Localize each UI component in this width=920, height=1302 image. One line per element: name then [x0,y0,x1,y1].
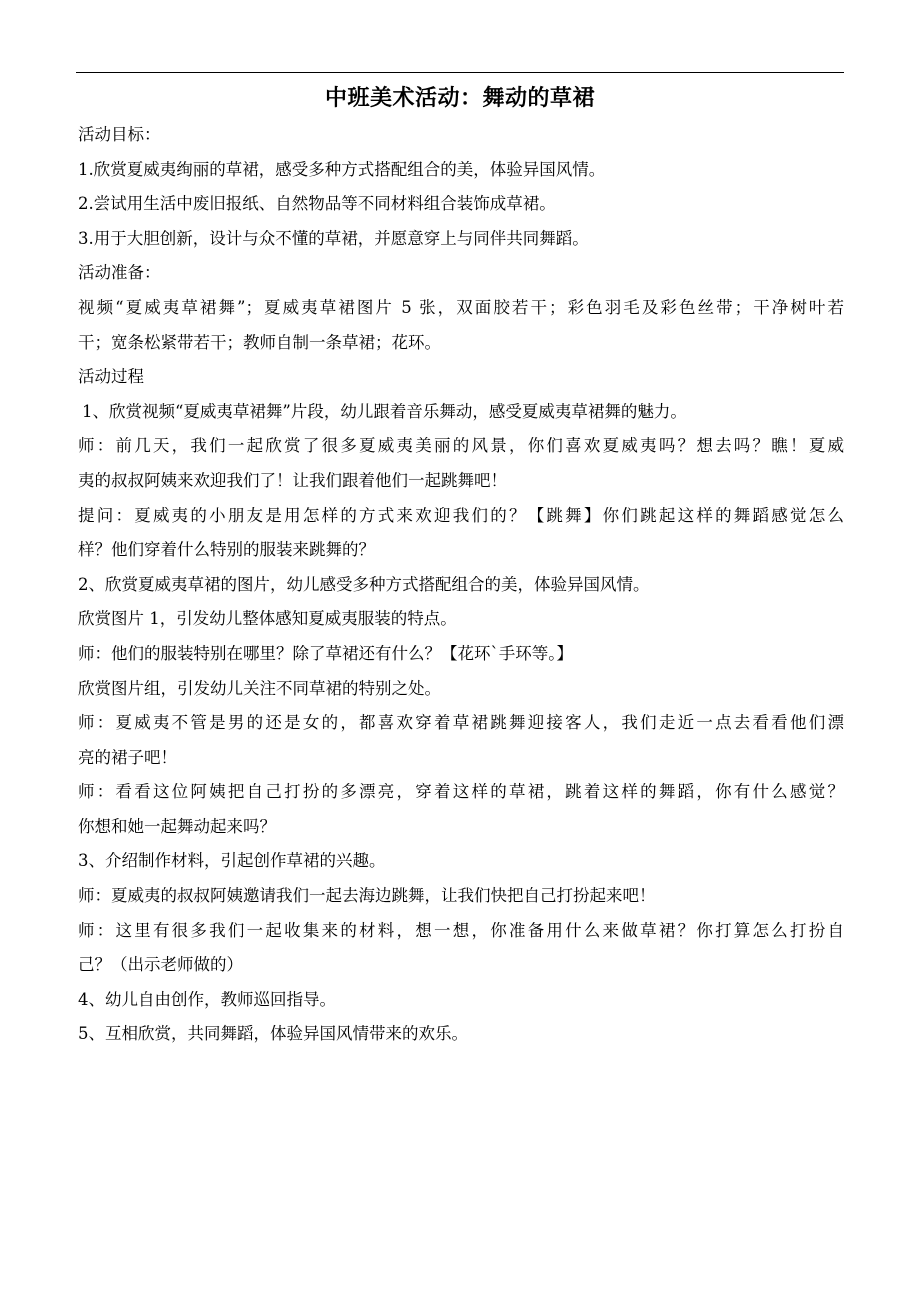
preparation-text-line-2: 干；宽条松紧带若干；教师自制一条草裙；花环。 [78,332,441,352]
teacher-speech-6-line-1: 师：这里有很多我们一起收集来的材料，想一想，你准备用什么来做草裙？你打算怎么打扮自 [78,920,844,940]
section-heading-process: 活动过程 [78,367,144,387]
picture-1-note: 欣赏图片 1，引发幼儿整体感知夏威夷服装的特点。 [78,609,457,629]
process-step-4: 4、幼儿自由创作，教师巡回指导。 [78,989,336,1009]
picture-group-note: 欣赏图片组，引发幼儿关注不同草裙的特别之处。 [78,678,441,698]
goal-item-2: 2.尝试用生活中废旧报纸、自然物品等不同材料组合装饰成草裙。 [78,194,556,214]
teacher-speech-3-line-1: 师：夏威夷不管是男的还是女的，都喜欢穿着草裙跳舞迎接客人，我们走近一点去看看他们漂 [78,713,844,733]
teacher-speech-3-line-2: 亮的裙子吧！ [78,747,177,767]
teacher-speech-5: 师：夏威夷的叔叔阿姨邀请我们一起去海边跳舞，让我们快把自己打扮起来吧！ [78,886,656,906]
teacher-speech-1-line-2: 夷的叔叔阿姨来欢迎我们了！让我们跟着他们一起跳舞吧！ [78,470,507,490]
process-step-2: 2、欣赏夏威夷草裙的图片，幼儿感受多种方式搭配组合的美，体验异国风情。 [78,574,650,594]
section-heading-preparation: 活动准备： [78,263,161,283]
teacher-speech-2: 师：他们的服装特别在哪里？除了草裙还有什么？【花环`手环等。】 [78,643,573,663]
preparation-text-line-1: 视频“夏威夷草裙舞”；夏威夷草裙图片 5 张，双面胶若干；彩色羽毛及彩色丝带；干净树叶若 [78,297,844,317]
question-line-1: 提问：夏威夷的小朋友是用怎样的方式来欢迎我们的？【跳舞】你们跳起这样的舞蹈感觉怎么 [78,505,844,525]
header-rule [76,72,844,73]
teacher-speech-6-line-2: 己？（出示老师做的） [78,955,243,975]
teacher-speech-4-line-2: 你想和她一起舞动起来吗？ [78,816,276,836]
document-title: 中班美术活动：舞动的草裙 [324,86,595,111]
teacher-speech-1-line-1: 师：前几天，我们一起欣赏了很多夏威夷美丽的风景，你们喜欢夏威夷吗？想去吗？瞧！夏威 [78,436,844,456]
process-step-5: 5、互相欣赏，共同舞蹈，体验异国风情带来的欢乐。 [78,1024,468,1044]
goal-item-1: 1.欣赏夏威夷绚丽的草裙，感受多种方式搭配组合的美，体验异国风情。 [78,159,606,179]
teacher-speech-4-line-1: 师：看看这位阿姨把自己打扮的多漂亮，穿着这样的草裙，跳着这样的舞蹈，你有什么感觉？ [78,782,844,802]
document-body [78,118,844,1052]
goal-item-3: 3.用于大胆创新，设计与众不懂的草裙，并愿意穿上与同伴共同舞蹈。 [78,228,589,248]
section-heading-goals: 活动目标： [78,125,161,144]
process-step-3: 3、介绍制作材料，引起创作草裙的兴趣。 [78,851,386,871]
process-step-1: 1、欣赏视频“夏威夷草裙舞”片段，幼儿跟着音乐舞动，感受夏威夷草裙舞的魅力。 [82,401,687,421]
question-line-2: 样？他们穿着什么特别的服装来跳舞的？ [78,540,375,560]
